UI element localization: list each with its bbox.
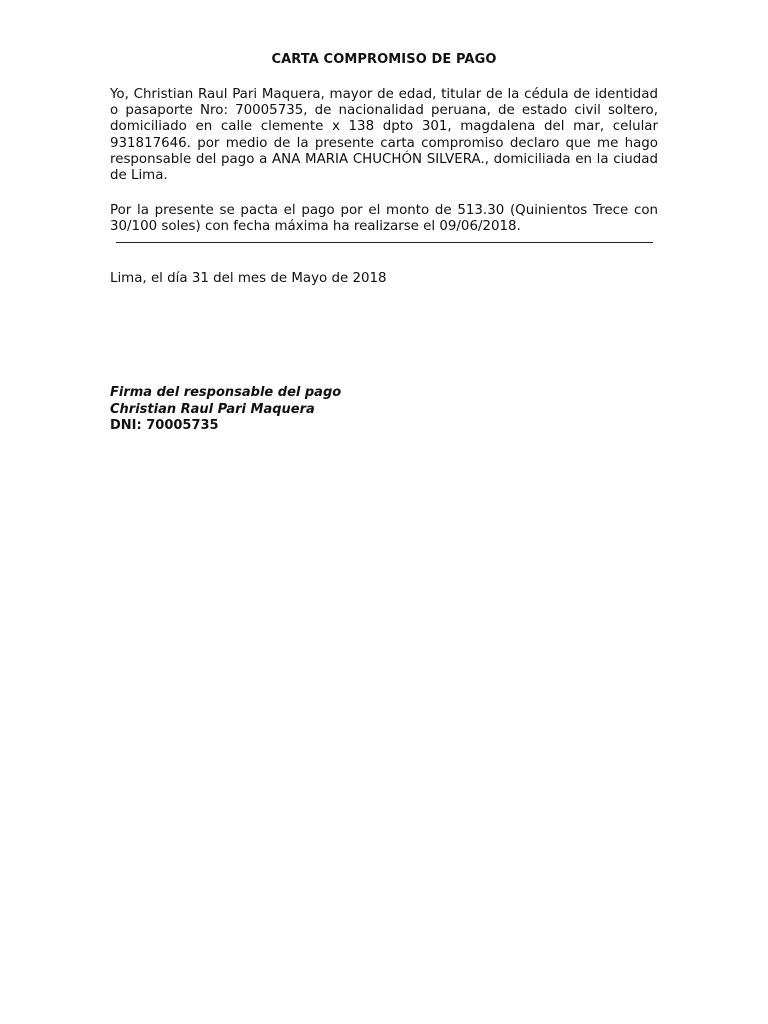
signature-label: Firma del responsable del pago xyxy=(110,385,342,400)
signer-dni: DNI: 70005735 xyxy=(110,418,219,433)
document-title: CARTA COMPROMISO DE PAGO xyxy=(271,52,497,67)
signer-name: Christian Raul Pari Maquera xyxy=(110,401,315,417)
place-and-date: Lima, el día 31 del mes de Mayo de 2018 xyxy=(110,271,387,286)
commitment-paragraph: Yo, Christian Raul Pari Maquera, mayor de edad, titular de la cédula de identidad o pasaporte Nro: 70005735, de nacionalidad peruana, de estado civil soltero, domiciliado en calle clemente x 138 dpto 301, magdalena del mar, celular 931817646. por medio de la presente carta compromiso declaro que me hago responsable del pago a ANA MARIA CHUCHÓN SILVERA., domiciliada en la ciudad de Lima. xyxy=(110,87,658,184)
payment-terms-paragraph: Por la presente se pacta el pago por el monto de 513.30 (Quinientos Trece con 30/100 soles) con fecha máxima ha realizarse el 09/06/2018. xyxy=(110,203,658,235)
horizontal-divider xyxy=(116,242,653,243)
signature-block xyxy=(110,385,341,435)
